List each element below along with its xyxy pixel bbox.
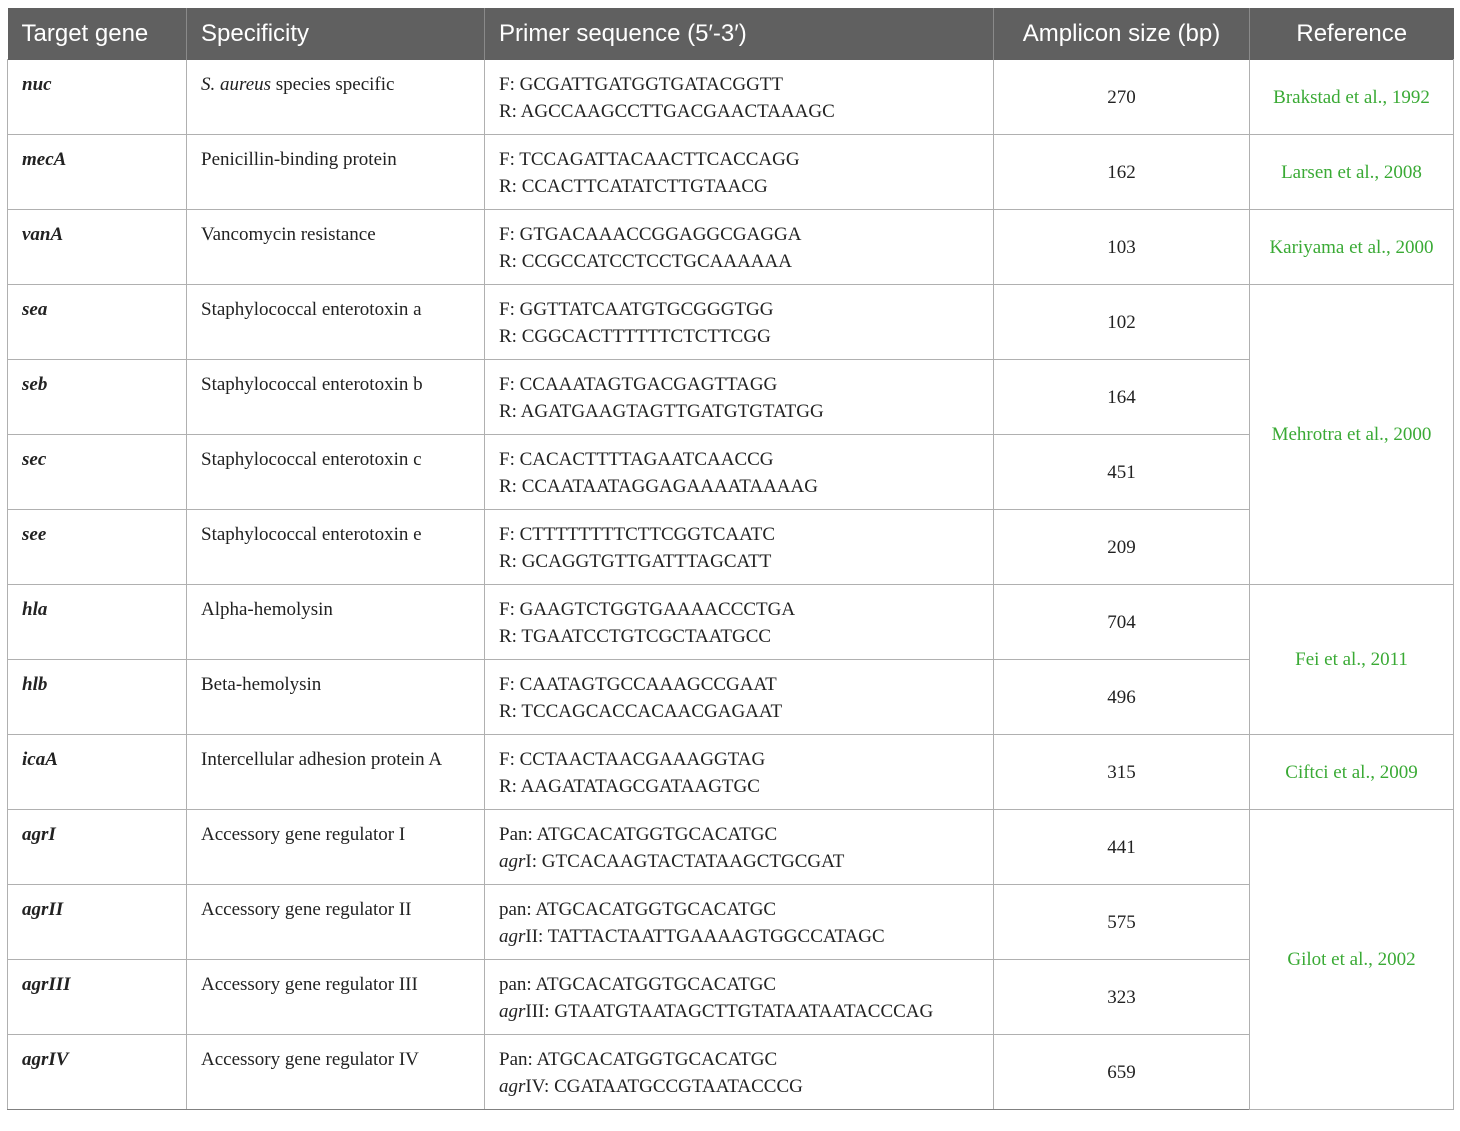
specificity-cell: Accessory gene regulator I [187,810,485,885]
primer-cell [485,960,994,1035]
amplicon-size-cell: 102 [994,285,1250,360]
primer-specific [499,848,993,875]
table-row [8,960,1454,1035]
primer-cell [485,1035,994,1110]
amplicon-size-cell: 323 [994,960,1250,1035]
table-row [8,210,1454,285]
primer-forward: F: GTGACAAACCGGAGGCGAGGA [499,224,802,245]
amplicon-size-cell: 270 [994,60,1250,135]
amplicon-size-cell: 164 [994,360,1250,435]
gene-cell: agrI [8,810,187,885]
primer-table [7,8,1454,1110]
specificity-cell: Penicillin-binding protein [187,135,485,210]
primer-reverse: R: TGAATCCTGTCGCTAATGCC [499,626,772,647]
amplicon-size-cell: 162 [994,135,1250,210]
primer-cell [485,210,994,285]
specificity-cell: Staphylococcal enterotoxin c [187,435,485,510]
table-row [8,435,1454,510]
gene-cell: sec [8,435,187,510]
specificity-cell: Beta-hemolysin [187,660,485,735]
agr-prefix: agr [499,926,526,947]
gene-cell: agrIII [8,960,187,1035]
primer-pan: pan: ATGCACATGGTGCACATGC [499,974,777,995]
agr-prefix: agr [499,851,526,872]
species-name: S. aureus [201,74,272,95]
primer-specific-text: IV: CGATAATGCCGTAATACCCG [525,1076,803,1097]
primer-reverse: R: TCCAGCACCACAACGAGAAT [499,701,783,722]
primer-cell [485,885,994,960]
primer-forward: F: GCGATTGATGGTGATACGGTT [499,74,783,95]
primer-specific [499,1073,993,1100]
table-row [8,1035,1454,1110]
table-row [8,285,1454,360]
primer-reverse: R: CCACTTCATATCTTGTAACG [499,176,768,197]
primer-specific-text: III: GTAATGTAATAGCTTGTATAATAATACCCAG [525,1001,934,1022]
gene-cell: agrIV [8,1035,187,1110]
agr-prefix: agr [499,1001,526,1022]
gene-cell: nuc [8,60,187,135]
specificity-cell: Accessory gene regulator II [187,885,485,960]
reference-link[interactable]: Kariyama et al., 2000 [1250,210,1454,285]
specificity-text: species specific [271,74,395,95]
reference-link[interactable]: Larsen et al., 2008 [1250,135,1454,210]
table-row [8,885,1454,960]
specificity-cell: Staphylococcal enterotoxin b [187,360,485,435]
primer-forward: F: GAAGTCTGGTGAAAACCCTGA [499,599,796,620]
primer-reverse: R: GCAGGTGTTGATTTAGCATT [499,551,772,572]
primer-forward: F: CCTAACTAACGAAAGGTAG [499,749,766,770]
primer-cell [485,285,994,360]
amplicon-size-cell: 575 [994,885,1250,960]
agr-prefix: agr [499,1076,526,1097]
gene-cell: icaA [8,735,187,810]
primer-cell [485,60,994,135]
primer-specific-text: II: TATTACTAATTGAAAAGTGGCCATAGC [525,926,885,947]
reference-link[interactable]: Gilot et al., 2002 [1250,810,1454,1110]
reference-link[interactable]: Brakstad et al., 1992 [1250,60,1454,135]
amplicon-size-cell: 659 [994,1035,1250,1110]
primer-forward: F: CCAAATAGTGACGAGTTAGG [499,374,778,395]
specificity-cell: Accessory gene regulator IV [187,1035,485,1110]
primer-pan: Pan: ATGCACATGGTGCACATGC [499,824,778,845]
reference-link[interactable]: Mehrotra et al., 2000 [1250,285,1454,585]
primer-cell [485,585,994,660]
table-row [8,360,1454,435]
primer-forward: F: CTTTTTTTTCTTCGGTCAATC [499,524,776,545]
primer-forward: F: TCCAGATTACAACTTCACCAGG [499,149,800,170]
header-primer-sequence: Primer sequence (5′-3′) [485,8,994,60]
primer-pan: pan: ATGCACATGGTGCACATGC [499,899,777,920]
specificity-cell [187,60,485,135]
primer-pan: Pan: ATGCACATGGTGCACATGC [499,1049,778,1070]
table-row [8,735,1454,810]
specificity-cell: Staphylococcal enterotoxin e [187,510,485,585]
gene-cell: sea [8,285,187,360]
primer-reverse: R: CCGCCATCCTCCTGCAAAAAA [499,251,792,272]
amplicon-size-cell: 704 [994,585,1250,660]
header-row [8,8,1454,60]
gene-cell: vanA [8,210,187,285]
gene-cell: seb [8,360,187,435]
reference-link[interactable]: Fei et al., 2011 [1250,585,1454,735]
specificity-cell: Intercellular adhesion protein A [187,735,485,810]
specificity-cell: Accessory gene regulator III [187,960,485,1035]
reference-link[interactable]: Ciftci et al., 2009 [1250,735,1454,810]
gene-cell: hlb [8,660,187,735]
primer-reverse: R: AAGATATAGCGATAAGTGC [499,776,760,797]
primer-cell [485,435,994,510]
header-reference: Reference [1250,8,1454,60]
primer-cell [485,360,994,435]
primer-cell [485,135,994,210]
gene-cell: hla [8,585,187,660]
table-row [8,510,1454,585]
primer-specific [499,923,993,950]
primer-reverse: R: AGCCAAGCCTTGACGAACTAAAGC [499,101,835,122]
primer-reverse: R: AGATGAAGTAGTTGATGTGTATGG [499,401,824,422]
specificity-cell: Vancomycin resistance [187,210,485,285]
table-row [8,585,1454,660]
primer-forward: F: GGTTATCAATGTGCGGGTGG [499,299,774,320]
primer-forward: F: CAATAGTGCCAAAGCCGAAT [499,674,777,695]
gene-cell: mecA [8,135,187,210]
primer-cell [485,810,994,885]
specificity-cell: Alpha-hemolysin [187,585,485,660]
table-row [8,135,1454,210]
primer-cell [485,735,994,810]
table-row [8,660,1454,735]
amplicon-size-cell: 496 [994,660,1250,735]
gene-cell: agrII [8,885,187,960]
header-target-gene: Target gene [8,8,187,60]
primer-forward: F: CACACTTTTAGAATCAACCG [499,449,774,470]
primer-cell [485,660,994,735]
primer-reverse: R: CCAATAATAGGAGAAAATAAAAG [499,476,818,497]
primer-specific [499,998,993,1025]
primer-reverse: R: CGGCACTTTTTTCTCTTCGG [499,326,771,347]
header-specificity: Specificity [187,8,485,60]
table-row [8,810,1454,885]
amplicon-size-cell: 103 [994,210,1250,285]
amplicon-size-cell: 315 [994,735,1250,810]
primer-cell [485,510,994,585]
primer-specific-text: I: GTCACAAGTACTATAAGCTGCGAT [525,851,845,872]
amplicon-size-cell: 451 [994,435,1250,510]
amplicon-size-cell: 441 [994,810,1250,885]
specificity-cell: Staphylococcal enterotoxin a [187,285,485,360]
amplicon-size-cell: 209 [994,510,1250,585]
table-row [8,60,1454,135]
header-amplicon-size: Amplicon size (bp) [994,8,1250,60]
gene-cell: see [8,510,187,585]
